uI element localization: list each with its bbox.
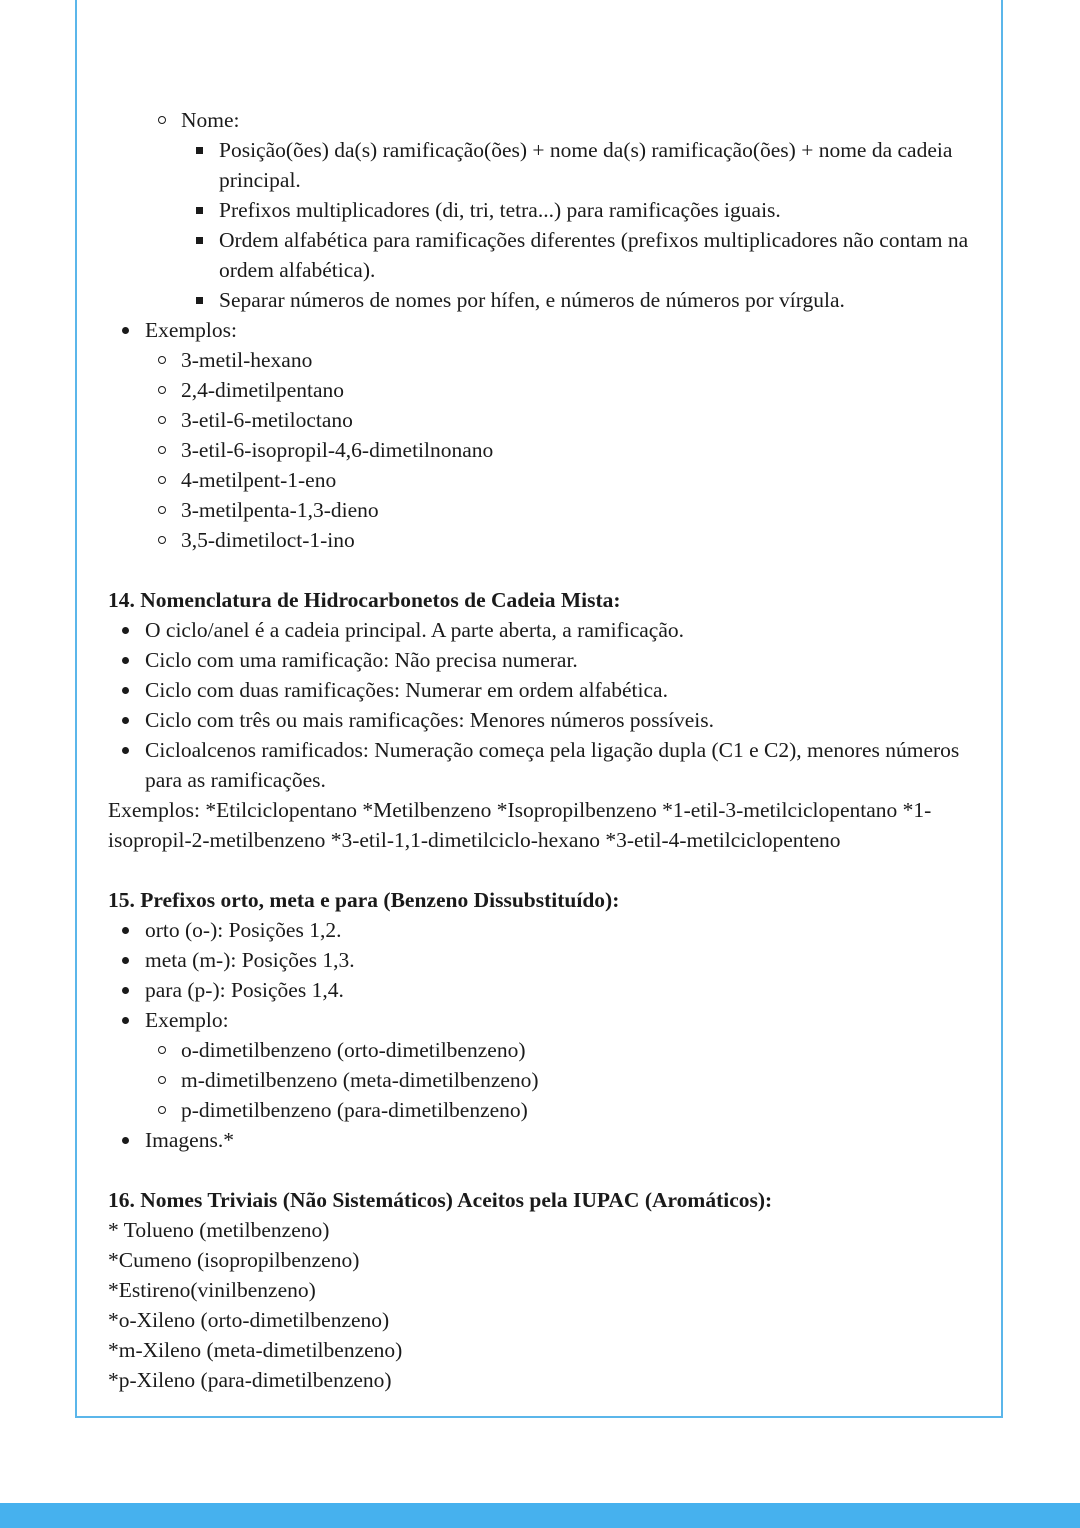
list-item: 3-metil-hexano (145, 345, 988, 375)
section-14-heading: 14. Nomenclatura de Hidrocarbonetos de Cadeia Mista: (108, 588, 621, 612)
list-item: 2,4-dimetilpentano (145, 375, 988, 405)
list-item (108, 315, 988, 555)
list-item: Posição(ões) da(s) ramificação(ões) + nome da(s) ramificação(ões) + nome da cadeia principal. (181, 135, 988, 195)
section-16-heading: 16. Nomes Triviais (Não Sistemáticos) Aceitos pela IUPAC (Aromáticos): (108, 1188, 773, 1212)
nome-label: Nome: (181, 108, 240, 132)
list-item: 4-metilpent-1-eno (145, 465, 988, 495)
page-footer-bar (0, 1503, 1080, 1528)
list-item: Ciclo com duas ramificações: Numerar em ordem alfabética. (108, 675, 988, 705)
list-item: 3-etil-6-metiloctano (145, 405, 988, 435)
list-item: 3-etil-6-isopropil-4,6-dimetilnonano (145, 435, 988, 465)
list-item: Cicloalcenos ramificados: Numeração começa pela ligação dupla (C1 e C2), menores números para as ramificações. (108, 735, 988, 795)
trivial-name-line: *m-Xileno (meta-dimetilbenzeno) (108, 1338, 403, 1362)
section-15-list (108, 915, 988, 1155)
list-item: m-dimetilbenzeno (meta-dimetilbenzeno) (145, 1065, 988, 1095)
list-item: p-dimetilbenzeno (para-dimetilbenzeno) (145, 1095, 988, 1125)
list-item: o-dimetilbenzeno (orto-dimetilbenzeno) (145, 1035, 988, 1065)
nome-rules-list (181, 135, 988, 315)
section-15-heading: 15. Prefixos orto, meta e para (Benzeno Dissubstituído): (108, 888, 620, 912)
list-item: Imagens.* (108, 1125, 988, 1155)
list-item (145, 105, 988, 315)
list-item (108, 1005, 988, 1125)
trivial-name-line: *o-Xileno (orto-dimetilbenzeno) (108, 1308, 390, 1332)
exemplos-items-list (145, 345, 988, 555)
list-item: meta (m-): Posições 1,3. (108, 945, 988, 975)
list-item: Ciclo com uma ramificação: Não precisa numerar. (108, 645, 988, 675)
list-item: Separar números de nomes por hífen, e números de números por vírgula. (181, 285, 988, 315)
list-item: 3,5-dimetiloct-1-ino (145, 525, 988, 555)
exemplo-label: Exemplo: (145, 1008, 229, 1032)
trivial-name-line: *Cumeno (isopropilbenzeno) (108, 1248, 360, 1272)
exemplo-items-list (145, 1035, 988, 1125)
list-item: Ordem alfabética para ramificações diferentes (prefixos multiplicadores não contam na ordem alfabética). (181, 225, 988, 285)
list-item: O ciclo/anel é a cadeia principal. A parte aberta, a ramificação. (108, 615, 988, 645)
list-item: 3-metilpenta-1,3-dieno (145, 495, 988, 525)
trivial-name-line: * Tolueno (metilbenzeno) (108, 1218, 330, 1242)
nome-list (145, 105, 988, 315)
list-item: Ciclo com três ou mais ramificações: Menores números possíveis. (108, 705, 988, 735)
exemplos-list (108, 315, 988, 555)
list-item: Prefixos multiplicadores (di, tri, tetra...) para ramificações iguais. (181, 195, 988, 225)
list-item: para (p-): Posições 1,4. (108, 975, 988, 1005)
section-14-examples: Exemplos: *Etilciclopentano *Metilbenzeno *Isopropilbenzeno *1-etil-3-metilciclopentano *1-isopropil-2-metilbenzeno *3-etil-1,1-dimetilciclo-hexano *3-etil-4-metilciclopenteno (108, 798, 932, 852)
trivial-name-line: *p-Xileno (para-dimetilbenzeno) (108, 1368, 392, 1392)
trivial-name-line: *Estireno(vinilbenzeno) (108, 1278, 316, 1302)
exemplos-label: Exemplos: (145, 318, 237, 342)
document-content (108, 105, 988, 1395)
list-item: orto (o-): Posições 1,2. (108, 915, 988, 945)
section-14-list (108, 615, 988, 795)
